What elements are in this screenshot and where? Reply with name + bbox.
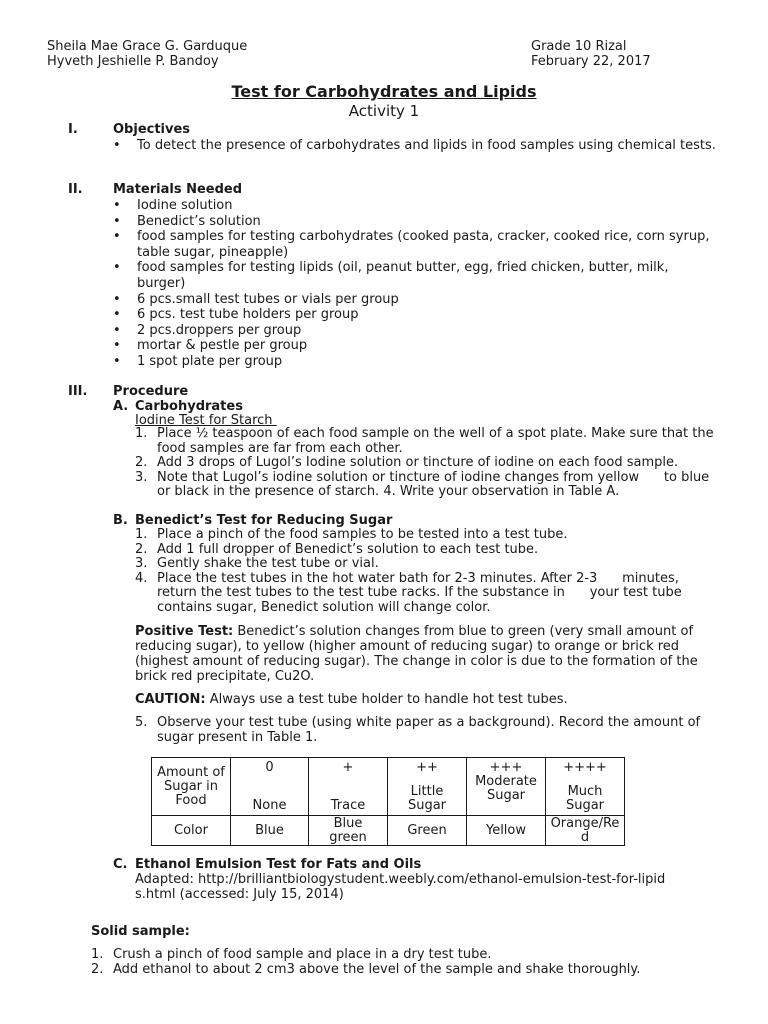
list-item: 2. Add ethanol to about 2 cm3 above the level of the sample and shake thoroughly. (91, 961, 641, 977)
list-item: • food samples for testing lipids (oil, peanut butter, egg, fried chicken, butter, milk, burger) (113, 260, 713, 291)
table-row (152, 816, 625, 846)
list-item: • 2 pcs.droppers per group (113, 323, 713, 339)
table-cell: ++++ Much Sugar (546, 758, 625, 816)
list-item: 1. Place a pinch of the food samples to be tested into a test tube. (135, 527, 568, 542)
list-item: 2. Add 1 full dropper of Benedict’s solution to each test tube. (135, 541, 539, 557)
page-title: Test for Carbohydrates and Lipids (231, 82, 537, 101)
author-2: Hyveth Jeshielle P. Bandoy (47, 54, 219, 69)
sugar-amount-table (151, 757, 625, 846)
table-cell: + Trace (309, 758, 388, 816)
author-1: Sheila Mae Grace G. Garduque (47, 39, 248, 54)
subsection-title-carbohydrates: Carbohydrates (135, 399, 243, 414)
section-num-materials: II. (68, 182, 83, 197)
list-item: 1. Place ½ teaspoon of each food sample on the well of a spot plate. Make sure that the food samples are far from each other. (135, 426, 714, 456)
subsection-label-a: A. (113, 399, 129, 414)
benedict-step-5 (135, 716, 720, 745)
table-row (152, 758, 625, 816)
caution-paragraph: CAUTION: Always use a test tube holder to handle hot test tubes. (135, 692, 568, 707)
table-cell: Amount of Sugar in Food (152, 758, 231, 816)
solid-sample-steps (91, 948, 711, 977)
subsection-title-ethanol: Ethanol Emulsion Test for Fats and Oils (135, 857, 422, 872)
section-num-objectives: I. (68, 122, 78, 137)
list-item: • 1 spot plate per group (113, 354, 713, 370)
table-cell: Color (152, 816, 231, 846)
list-item: 4. Place the test tubes in the hot water bath for 2-3 minutes. After 2-3 minutes, return the test tubes to the test tube racks. If the substance in your test tube contains sugar, Benedict solution will change color. (135, 570, 686, 615)
iodine-test-title: Iodine Test for Starch (135, 413, 277, 428)
solid-sample-title: Solid sample: (91, 924, 190, 939)
list-item: • To detect the presence of carbohydrates and lipids in food samples using chemical tests. (113, 138, 718, 154)
section-title-procedure: Procedure (113, 384, 189, 399)
date: February 22, 2017 (531, 54, 651, 69)
subsection-title-benedict: Benedict’s Test for Reducing Sugar (135, 513, 393, 528)
table-cell: Orange/Red (546, 816, 625, 846)
benedict-steps (135, 528, 715, 615)
list-item: 3. Gently shake the test tube or vial. (135, 556, 379, 571)
table-cell: Blue (231, 816, 309, 846)
list-item: 2. Add 3 drops of Lugol’s Iodine solution or tincture of iodine on each food sample. (135, 455, 679, 470)
table-cell: 0 None (231, 758, 309, 816)
grade-class: Grade 10 Rizal (531, 39, 627, 54)
list-item: • food samples for testing carbohydrates (cooked pasta, cracker, cooked rice, corn syrup, table sugar, pineapple) (113, 229, 713, 260)
table-cell: Green (388, 816, 467, 846)
page-subtitle: Activity 1 (348, 102, 420, 120)
list-item: • Benedict’s solution (113, 214, 713, 230)
list-item: 1. Crush a pinch of food sample and place in a dry test tube. (91, 947, 492, 962)
list-item: 3. Note that Lugol’s iodine solution or tincture of iodine changes from yellow to blue or black in the presence of starch. 4. Write your observation in Table A. (135, 469, 714, 499)
table-cell: Yellow (467, 816, 546, 846)
list-item: • 6 pcs.small test tubes or vials per group (113, 292, 713, 308)
table-cell: Blue green (309, 816, 388, 846)
section-title-materials: Materials Needed (113, 182, 243, 197)
subsection-label-b: B. (113, 513, 128, 528)
list-item: • Iodine solution (113, 198, 713, 214)
table-cell: ++ Little Sugar (388, 758, 467, 816)
objectives-list (113, 138, 718, 154)
subsection-label-c: C. (113, 857, 128, 872)
positive-test-paragraph: Positive Test: Benedict’s solution changes from blue to green (very small amount of reducing sugar), to yellow (higher amount of reducing sugar) to orange or brick red (highest amount of reducing sugar). The change in color is due to the formation of the brick red precipitate, Cu2O. (135, 624, 698, 684)
section-title-objectives: Objectives (113, 122, 191, 137)
table-cell: +++ Moderate Sugar (467, 758, 546, 816)
materials-list (113, 198, 713, 370)
section-num-procedure: III. (68, 384, 88, 399)
adapted-source: Adapted: http://brilliantbiologystudent.weebly.com/ethanol-emulsion-test-for-lipids.html (accessed: July 15, 2014) (135, 872, 666, 902)
iodine-steps (135, 427, 725, 500)
list-item: • mortar & pestle per group (113, 338, 713, 354)
list-item: • 6 pcs. test tube holders per group (113, 307, 713, 323)
list-item: 5. Observe your test tube (using white paper as a background). Record the amount of sugar present in Table 1. (135, 715, 701, 745)
